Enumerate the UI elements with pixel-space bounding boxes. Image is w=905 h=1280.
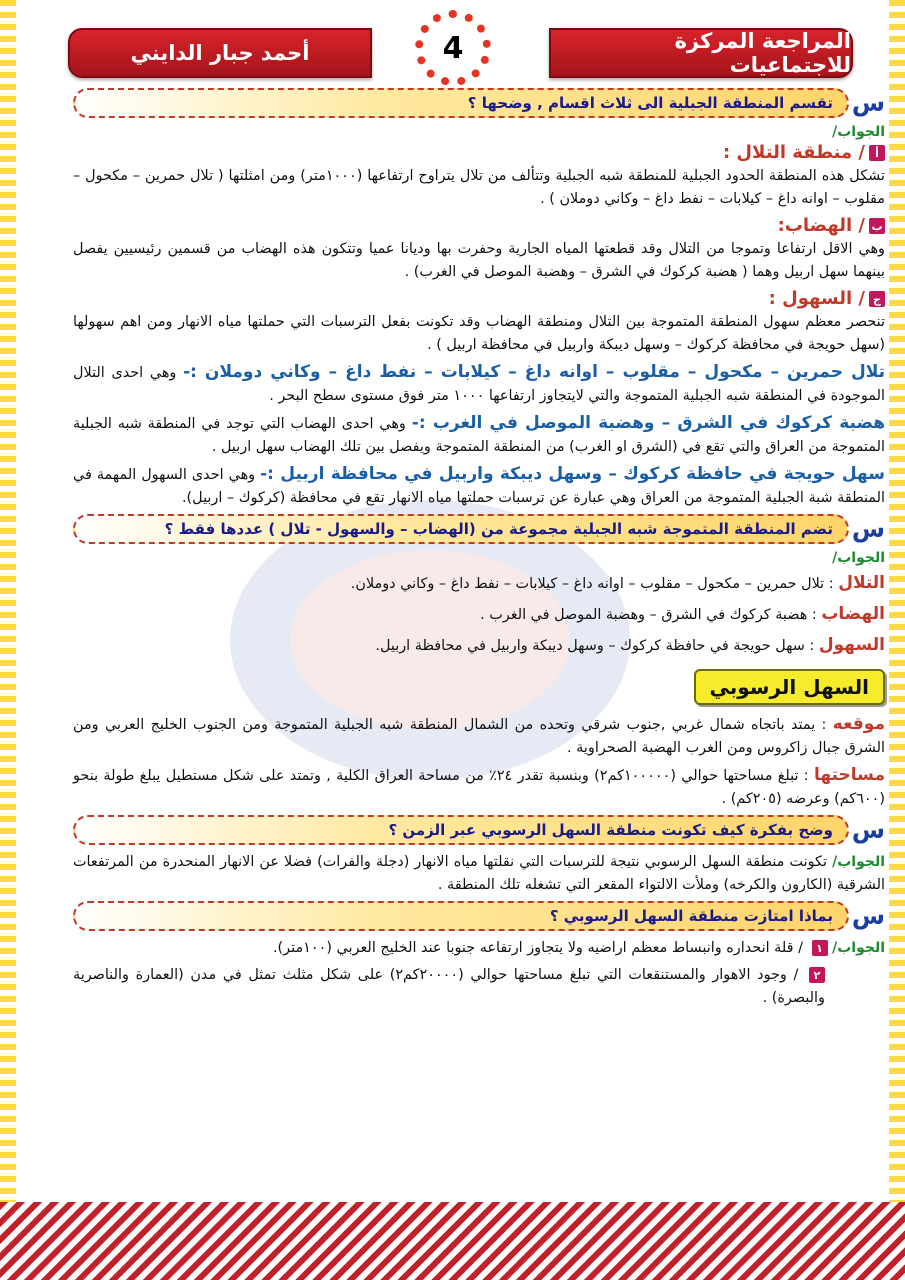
question-mark: س — [851, 515, 885, 543]
term-plains — [73, 463, 885, 510]
number-badge: ١ — [812, 940, 828, 956]
question-mark: س — [851, 816, 885, 844]
question-mark: س — [851, 89, 885, 117]
list-hills: التلال : تلال حمرين – مكحول – مقلوب – اوانه داغ – كيلابات – نفط داغ – وكاني دوملان. — [350, 573, 885, 593]
area-paragraph: مساحتها : تبلغ مساحتها حوالي (١٠٠٠٠٠كم٢) وبنسبة تقدر ٢٤٪ من مساحة العراق الكلية , وتمتد على شكل مستطيل يبلغ طولة بنحو (٦٠٠كم) وعرضه (٢٠٥كم) . — [73, 765, 885, 807]
paragraph-plains: تنحصر معظم سهول المنطقة المتموجة بين التلال ومنطقة الهضاب وقد تكونت بفعل الترسبات التي حملتها مياه الانهار ومن اهم سهولها (سهل حويجة في محافظة كركوك – وسهل ديبكة واربيل في محافظة اربيل ) . — [73, 314, 885, 353]
question-2 — [73, 514, 885, 544]
term-hills-text: وهي احدى التلال الموجودة في المنطقة شبه الجبلية المتموجة والتي لايتجاوز ارتفاعها ١٠٠٠ متر فوق مستوى سطح البحر . — [73, 365, 885, 404]
term-plateaus — [73, 412, 885, 459]
left-decorative-border — [0, 0, 16, 1280]
question-mark: س — [851, 902, 885, 930]
subheading-plains: ج/ السهول : — [73, 288, 885, 309]
term-hills-title: تلال حمرين – مكحول – مقلوب – اوانه داغ – كيلابات – نفط داغ – وكاني دوملان :- — [183, 362, 886, 382]
question-4-text: بماذا امتازت منطقة السهل الرسوبي ؟ — [73, 901, 849, 931]
question-2-text: تضم المنطقة المتموجة شبه الجبلية مجموعة من (الهضاب – والسهول - تلال ) عددها فقط ؟ — [73, 514, 849, 544]
header-title-ribbon — [549, 28, 853, 78]
paragraph-hills: تشكل هذه المنطقة الحدود الجبلية للمنطقة شبه الجبلية وتتألف من تلال يتراوح ارتفاعها (١٠٠٠متر) ومن امثلتها ( تلال حمرين – مكحول – مقلوب – اوانه داغ – كيلابات – نفط داغ – وكاني دوملان ) . — [73, 168, 885, 207]
number-badge: ب — [869, 218, 885, 234]
term-plains-text: وهي احدى السهول المهمة في المنطقة شبة الجبلية المتموجة من العراق وهي عبارة عن ترسبات حملتها مياه الانهار تقع في محافظة (كركوك – اربيل). — [73, 467, 885, 506]
page-number: 4 — [442, 30, 464, 66]
term-plateaus-text: وهي احدى الهضاب التي توجد في المنطقة شبه الجبلية المتموجة من العراق والتي تقع في (الشرق او الغرب) من المنطقة المتموجة ويفصل بين تلك الهضاب سهل اربيل . — [73, 416, 885, 455]
question-3-text: وضح بفكرة كيف تكونت منطقة السهل الرسوبي عبر الزمن ؟ — [73, 815, 849, 845]
question-3 — [73, 815, 885, 845]
answer-4-item-2: ٢ / وجود الاهوار والمستنقعات التي تبلغ مساحتها حوالي (٢٠٠٠٠كم٢) على شكل مثلث تمثل في مدن (العمارة والناصرية والبصرة) . — [73, 967, 825, 1006]
answer-3: الجواب/ تكونت منطقة السهل الرسوبي نتيجة للترسبات التي نقلتها مياه الانهار (دجلة والفرات) فضلا عن الانهار المنحدرة من المرتفعات الشرقية (الكارون والكرخه) وملأت الالتواء المقعر التي تشغله تلك المنطقة . — [73, 854, 886, 893]
number-badge: ٢ — [809, 967, 825, 983]
answer-label: الجواب/ — [832, 124, 885, 140]
author-ribbon — [68, 28, 372, 78]
question-4 — [73, 901, 885, 931]
location-paragraph: موقعه : يمتد باتجاه شمال غربي ,جنوب شرقي وتحده من الشمال المنطقة شبه الجبلية المتموجة ومن الجنوب الخليج العربي ومن الشرق جبال زاكروس ومن الغرب الهضبة الصحراوية . — [73, 714, 885, 756]
list-plains: السهول : سهل حويجة في حافظة كركوك – وسهل ديبكة واربيل في محافظة اربيل. — [375, 635, 885, 655]
question-1-text: تقسم المنطقة الجبلية الى ثلاث اقسام , وضحها ؟ — [73, 88, 849, 118]
right-decorative-border — [889, 0, 905, 1280]
number-badge: أ — [869, 145, 885, 161]
author-name: أحمد جبار الدايني — [130, 41, 310, 65]
paragraph-plateaus: وهي الاقل ارتفاعا وتموجا من التلال وقد قطعتها المياه الجارية وحفرت بها وديانا عميا وتتكون هذه الهضاب من قسمين رئيسيين يفصل بينهما سهل اربيل وهما ( هضبة كركوك في الشرق – وهضبة الموصل في الغرب) . — [73, 241, 885, 280]
section-title-alluvial-plain: السهل الرسوبي — [694, 669, 886, 705]
answer-label: الجواب/ — [832, 550, 885, 566]
term-plains-title: سهل حويجة في حافظة كركوك – وسهل ديبكة واربيل في محافظة اربيل :- — [260, 464, 885, 484]
page-content — [73, 84, 885, 1014]
term-hills — [73, 361, 885, 408]
header-title: المراجعة المركزة للاجتماعيات — [674, 29, 851, 77]
list-plateaus: الهضاب : هضبة كركوك في الشرق – وهضبة الموصل في الغرب . — [480, 604, 885, 624]
bottom-decorative-band — [0, 1202, 905, 1280]
subheading-plateaus: ب/ الهضاب: — [73, 215, 885, 236]
question-1 — [73, 88, 885, 118]
page-number-badge — [415, 10, 491, 86]
subheading-hills: أ/ منطقة التلال : — [73, 142, 885, 163]
term-plateaus-title: هضبة كركوك في الشرق – وهضبة الموصل في الغرب :- — [411, 413, 886, 433]
answer-4-item-1: الجواب/ ١ / قلة انحداره وانبساط معظم اراضيه ولا يتجاوز ارتفاعه جنوبا عند الخليج العربي (١٠٠متر). — [272, 940, 885, 956]
number-badge: ج — [869, 291, 885, 307]
